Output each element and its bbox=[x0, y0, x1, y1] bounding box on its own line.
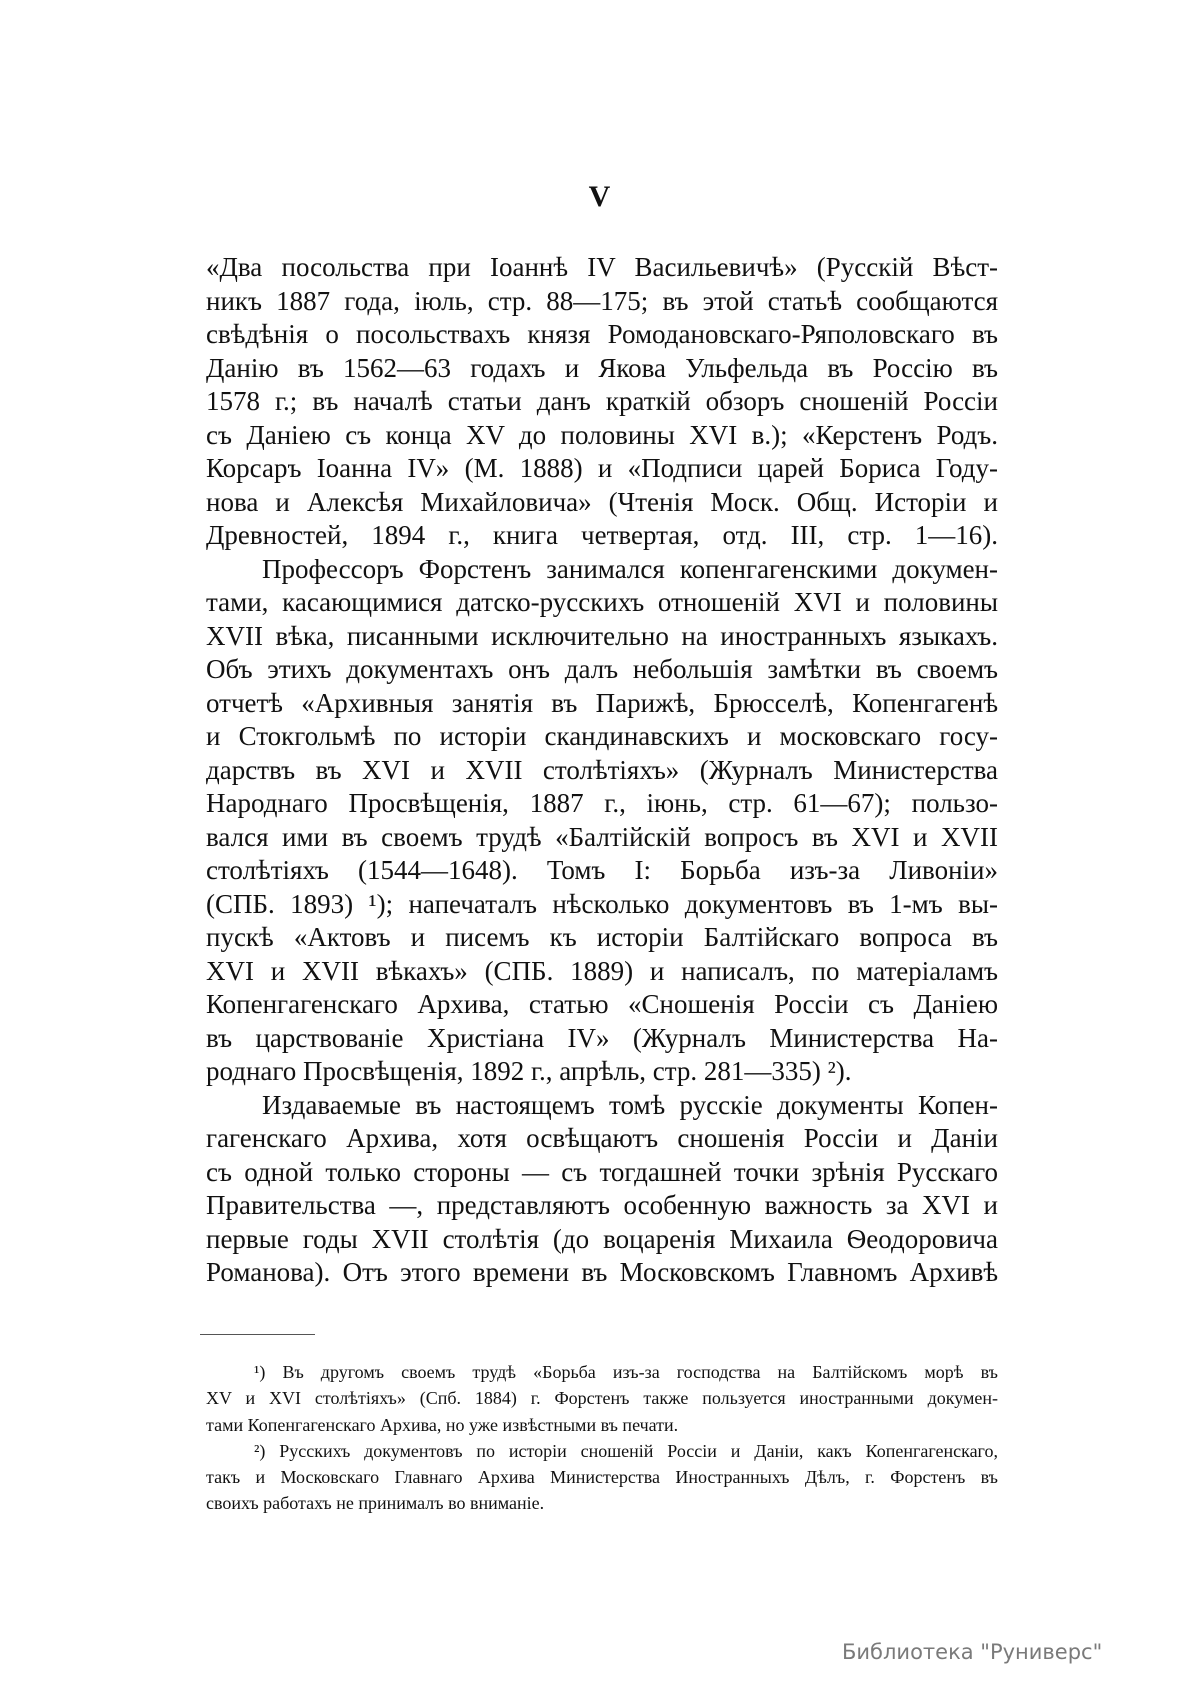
text-line: Данію въ 1562—63 годахъ и Якова Ульфельда въ Россію въ bbox=[206, 352, 998, 383]
text-line: отчетѣ «Архивныя занятія въ Парижѣ, Брюсселѣ, Копенгагенѣ bbox=[206, 687, 998, 718]
footnote-line: своихъ работахъ не принималъ во вниманіе. bbox=[206, 1493, 545, 1514]
text-line: Древностей, 1894 г., книга четвертая, отд. III, стр. 1—16). bbox=[206, 520, 998, 550]
text-line: «Два посольства при Іоаннѣ IV Васильевичѣ» (Русскій Вѣст- bbox=[206, 252, 998, 282]
text-line: Издаваемые въ настоящемъ томѣ русскіе документы Копен- bbox=[262, 1089, 998, 1120]
text-line: вался ими въ своемъ трудѣ «Балтійскій вопросъ въ XVI и XVII bbox=[206, 821, 998, 852]
text-line: Объ этихъ документахъ онъ далъ небольшія замѣтки въ своемъ bbox=[206, 654, 998, 684]
footnotes bbox=[206, 1359, 998, 1517]
text-line: XVI и XVII вѣкахъ» (СПБ. 1889) и написалъ, по матеріаламъ bbox=[206, 955, 998, 986]
text-line: 1578 г.; въ началѣ статьи данъ краткій обзоръ сношеній Россіи bbox=[206, 386, 998, 416]
library-watermark: Библиотека "Руниверс" bbox=[842, 1640, 1103, 1664]
text-line: Копенгагенскаго Архива, статью «Сношенія Россіи съ Даніею bbox=[206, 989, 998, 1019]
footnote-line: XV и XVI столѣтіяхъ» (Спб. 1884) г. Форстенъ также пользуется иностранными докумен- bbox=[206, 1388, 998, 1409]
paragraph bbox=[206, 1089, 998, 1290]
text-line: XVII вѣка, писанными исключительно на иностранныхъ языкахъ. bbox=[206, 620, 998, 651]
text-line: Корсаръ Іоанна IV» (М. 1888) и «Подписи царей Бориса Году- bbox=[206, 453, 998, 483]
text-line: гагенскаго Архива, хотя освѣщаютъ сношенія Россіи и Даніи bbox=[206, 1123, 998, 1153]
text-line: никъ 1887 года, іюль, стр. 88—175; въ этой статьѣ сообщаются bbox=[206, 285, 998, 316]
text-line: первые годы XVII столѣтія (до воцаренія Михаила Ѳеодоровича bbox=[206, 1223, 998, 1254]
text-line: въ царствованіе Христіана IV» (Журналъ Министерства На- bbox=[206, 1022, 998, 1053]
footnote-divider bbox=[200, 1334, 315, 1335]
text-line: пускѣ «Актовъ и писемъ къ исторіи Балтійскаго вопроса въ bbox=[206, 922, 998, 952]
paragraph bbox=[206, 553, 998, 1089]
text-line: свѣдѣнія о посольствахъ князя Ромодановскаго-Ряполовскаго въ bbox=[206, 319, 998, 349]
text-line: Народнаго Просвѣщенія, 1887 г., іюнь, стр. 61—67); пользо- bbox=[206, 788, 998, 818]
body-text bbox=[206, 251, 998, 1290]
footnote-line: ¹) Въ другомъ своемъ трудѣ «Борьба изъ-за господства на Балтійскомъ морѣ въ bbox=[254, 1362, 998, 1382]
footnote-line: ²) Русскихъ документовъ по исторіи сношеній Россіи и Даніи, какъ Копенгагенскаго, bbox=[254, 1440, 998, 1461]
footnote-line: тами Копенгагенскаго Архива, но уже извѣстными въ печати. bbox=[206, 1414, 679, 1435]
text-line: роднаго Просвѣщенія, 1892 г., апрѣль, стр. 281—335) ²). bbox=[206, 1056, 852, 1086]
footnote bbox=[206, 1359, 998, 1438]
page-number: V bbox=[588, 180, 611, 213]
text-line: съ Даніею съ конца XV до половины XVI в.); «Керстенъ Родъ. bbox=[206, 419, 998, 450]
text-line: Профессоръ Форстенъ занимался копенгагенскими докумен- bbox=[262, 553, 998, 584]
text-line: и Стокгольмѣ по исторіи скандинавскихъ и московскаго госу- bbox=[206, 721, 998, 751]
text-line: тами, касающимися датско-русскихъ отношеній XVI и половины bbox=[206, 587, 998, 617]
text-line: Романова). Отъ этого времени въ Московскомъ Главномъ Архивѣ bbox=[206, 1257, 998, 1287]
text-line: столѣтіяхъ (1544—1648). Томъ I: Борьба изъ-за Ливоніи» bbox=[206, 855, 998, 885]
text-line: дарствъ въ XVI и XVII столѣтіяхъ» (Журналъ Министерства bbox=[206, 754, 998, 785]
text-line: съ одной только стороны — съ тогдашней точки зрѣнія Русскаго bbox=[206, 1156, 998, 1187]
text-line: (СПБ. 1893) ¹); напечаталъ нѣсколько документовъ въ 1-мъ вы- bbox=[206, 888, 998, 919]
text-line: Правительства —, представляютъ особенную важность за XVI и bbox=[206, 1190, 998, 1220]
text-line: нова и Алексѣя Михайловича» (Чтенія Моск. Общ. Исторіи и bbox=[206, 486, 998, 517]
footnote-line: такъ и Московскаго Главнаго Архива Министерства Иностранныхъ Дѣлъ, г. Форстенъ въ bbox=[206, 1467, 998, 1488]
footnote bbox=[206, 1438, 998, 1517]
paragraph bbox=[206, 251, 998, 553]
